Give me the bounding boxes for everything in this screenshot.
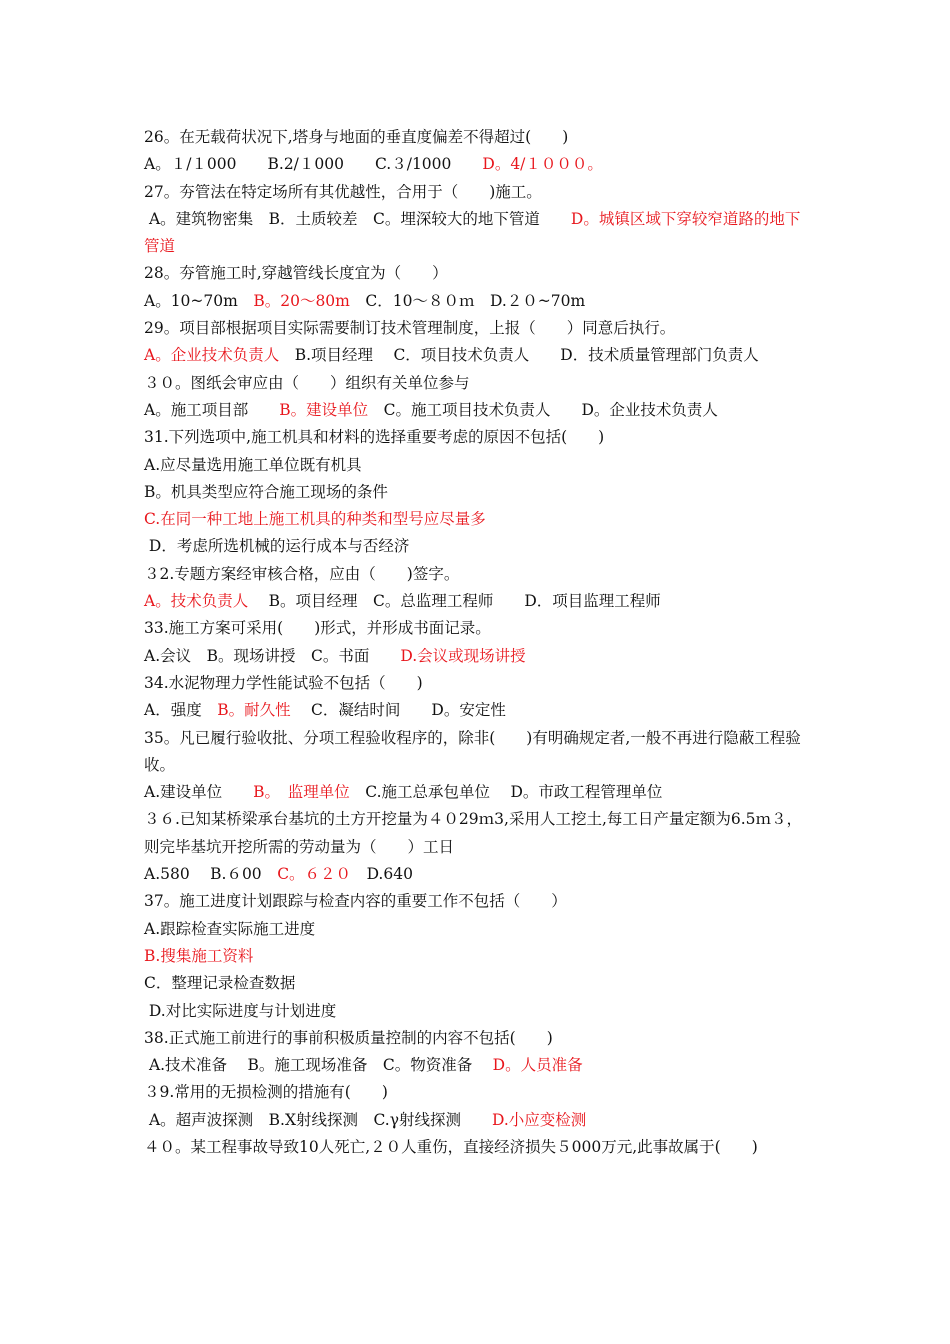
question-block <box>144 424 810 560</box>
question-block <box>144 670 810 725</box>
answer-option: A.建设单位 <box>144 783 254 802</box>
answer-option: A.580 B.６00 <box>144 865 278 884</box>
options-row <box>144 397 810 424</box>
question-block <box>144 888 810 1024</box>
answer-option: D．考虑所选机械的运行成本与否经济 <box>144 537 410 556</box>
question-stem: 33.施工方案可采用( )形式，并形成书面记录。 <box>144 619 491 638</box>
options-row <box>144 1107 810 1134</box>
answer-option: B。项目经理 C。总监理工程师 D．项目监理工程师 <box>248 592 661 611</box>
question-stem: 38.正式施工前进行的事前积极质量控制的内容不包括( ) <box>144 1028 553 1047</box>
options-row <box>144 206 810 261</box>
answer-option-correct: B。 监理单位 <box>253 783 350 802</box>
question-stem: ３０。图纸会审应由（ ）组织有关单位参与 <box>144 373 470 392</box>
answer-option-correct: D.小应变检测 <box>491 1110 587 1129</box>
question-stem: 34.水泥物理力学性能试验不包括（ ) <box>144 673 423 692</box>
question-stem: 35。凡已履行验收批、分项工程验收程序的，除非( )有明确规定者,一般不再进行隐蔽工程验收。 <box>144 728 801 774</box>
answer-option-correct: B。建设单位 <box>279 400 369 419</box>
question-stem: ３６.已知某桥梁承台基坑的土方开挖量为４０29ｍ3,采用人工挖土,每工日产量定额为6.5ｍ３，则完毕基坑开挖所需的劳动量为（ ）工日 <box>144 810 803 856</box>
answer-option: C．10～８０ｍ D.２０~70m <box>349 291 586 310</box>
answer-option-correct: D。人员准备 <box>492 1056 583 1075</box>
answer-option: C．整理记录检查数据 <box>144 974 296 993</box>
question-block <box>144 806 810 888</box>
options-row <box>144 779 810 806</box>
question-block <box>144 1079 810 1134</box>
question-stem: ４０。某工程事故导致10人死亡,２０人重伤，直接经济损失５000万元,此事故属于( ) <box>144 1137 758 1156</box>
answer-option: A。建筑物密集 B．土质较差 C。埋深较大的地下管道 <box>144 209 571 228</box>
answer-option: C.施工总承包单位 D。市政工程管理单位 <box>349 783 663 802</box>
question-stem: 31.下列选项中,施工机具和材料的选择重要考虑的原因不包括( ) <box>144 428 605 447</box>
answer-option-correct: A。企业技术负责人 <box>144 346 280 365</box>
question-block <box>144 1134 810 1161</box>
answer-option: A。10~70m <box>144 291 254 310</box>
answer-option-correct: B。耐久性 <box>217 701 291 720</box>
options-row <box>144 151 810 178</box>
question-block <box>144 725 810 807</box>
answer-option: A.会议 B。现场讲授 C。书面 <box>144 646 401 665</box>
question-block <box>144 124 810 179</box>
exam-question-list <box>144 124 810 1161</box>
answer-option: B。机具类型应符合施工现场的条件 <box>144 482 388 501</box>
options-row <box>144 1052 810 1079</box>
question-stem: ３2.专题方案经审核合格，应由（ )签字。 <box>144 564 460 583</box>
answer-option: A。１/１000 B.2/１000 C.３/1000 <box>144 155 483 174</box>
answer-option: D.640 <box>351 865 413 884</box>
question-stem: 29。项目部根据项目实际需要制订技术管理制度，上报（ ）同意后执行。 <box>144 319 676 338</box>
question-block <box>144 179 810 261</box>
question-block <box>144 615 810 670</box>
answer-option-correct: B。20～80m <box>253 291 350 310</box>
answer-option: A。超声波探测 B.X射线探测 C.γ射线探测 <box>144 1110 492 1129</box>
question-block <box>144 260 810 315</box>
answer-option: A。施工项目部 <box>144 400 280 419</box>
question-block <box>144 1025 810 1080</box>
question-stem: 27。夯管法在特定场所有其优越性，合用于（ )施工。 <box>144 182 542 201</box>
answer-option-correct: D.会议或现场讲授 <box>400 646 526 665</box>
options-row <box>144 342 810 369</box>
options-row <box>144 588 810 615</box>
answer-option: A.技术准备 B。施工现场准备 C。物资准备 <box>144 1056 493 1075</box>
options-row <box>144 861 810 888</box>
question-stem: 26。在无载荷状况下,塔身与地面的垂直度偏差不得超过( ) <box>144 128 569 146</box>
answer-option: B.项目经理 C．项目技术负责人 D．技术质量管理部门负责人 <box>279 346 759 365</box>
answer-option-correct: D。城镇区域下穿较窄道路的地下管道 <box>144 209 801 256</box>
answer-option-correct: C。６２０ <box>277 865 352 884</box>
question-block <box>144 561 810 616</box>
options-row <box>144 697 810 724</box>
answer-option-correct: D。4/１０００。 <box>482 155 603 174</box>
answer-option-correct: B.搜集施工资料 <box>144 946 254 965</box>
answer-option-correct: A。技术负责人 <box>144 592 249 611</box>
question-stem: 28。夯管施工时,穿越管线长度宜为（ ） <box>144 264 448 283</box>
options-row <box>144 643 810 670</box>
answer-option-correct: C.在同一种工地上施工机具的种类和型号应尽量多 <box>144 510 486 529</box>
answer-option: A.跟踪检查实际施工进度 <box>144 919 316 938</box>
answer-option: C．凝结时间 D。安定性 <box>290 701 506 720</box>
question-block <box>144 315 810 370</box>
question-block <box>144 370 810 425</box>
answer-option: A．强度 <box>144 701 218 720</box>
answer-option: C。施工项目技术负责人 D。企业技术负责人 <box>368 400 718 419</box>
question-stem: ３9.常用的无损检测的措施有( ) <box>144 1083 388 1102</box>
question-stem: 37。施工进度计划跟踪与检查内容的重要工作不包括（ ） <box>144 892 567 911</box>
answer-option: D.对比实际进度与计划进度 <box>144 1001 337 1020</box>
answer-option: A.应尽量选用施工单位既有机具 <box>144 455 362 474</box>
options-row <box>144 288 810 315</box>
